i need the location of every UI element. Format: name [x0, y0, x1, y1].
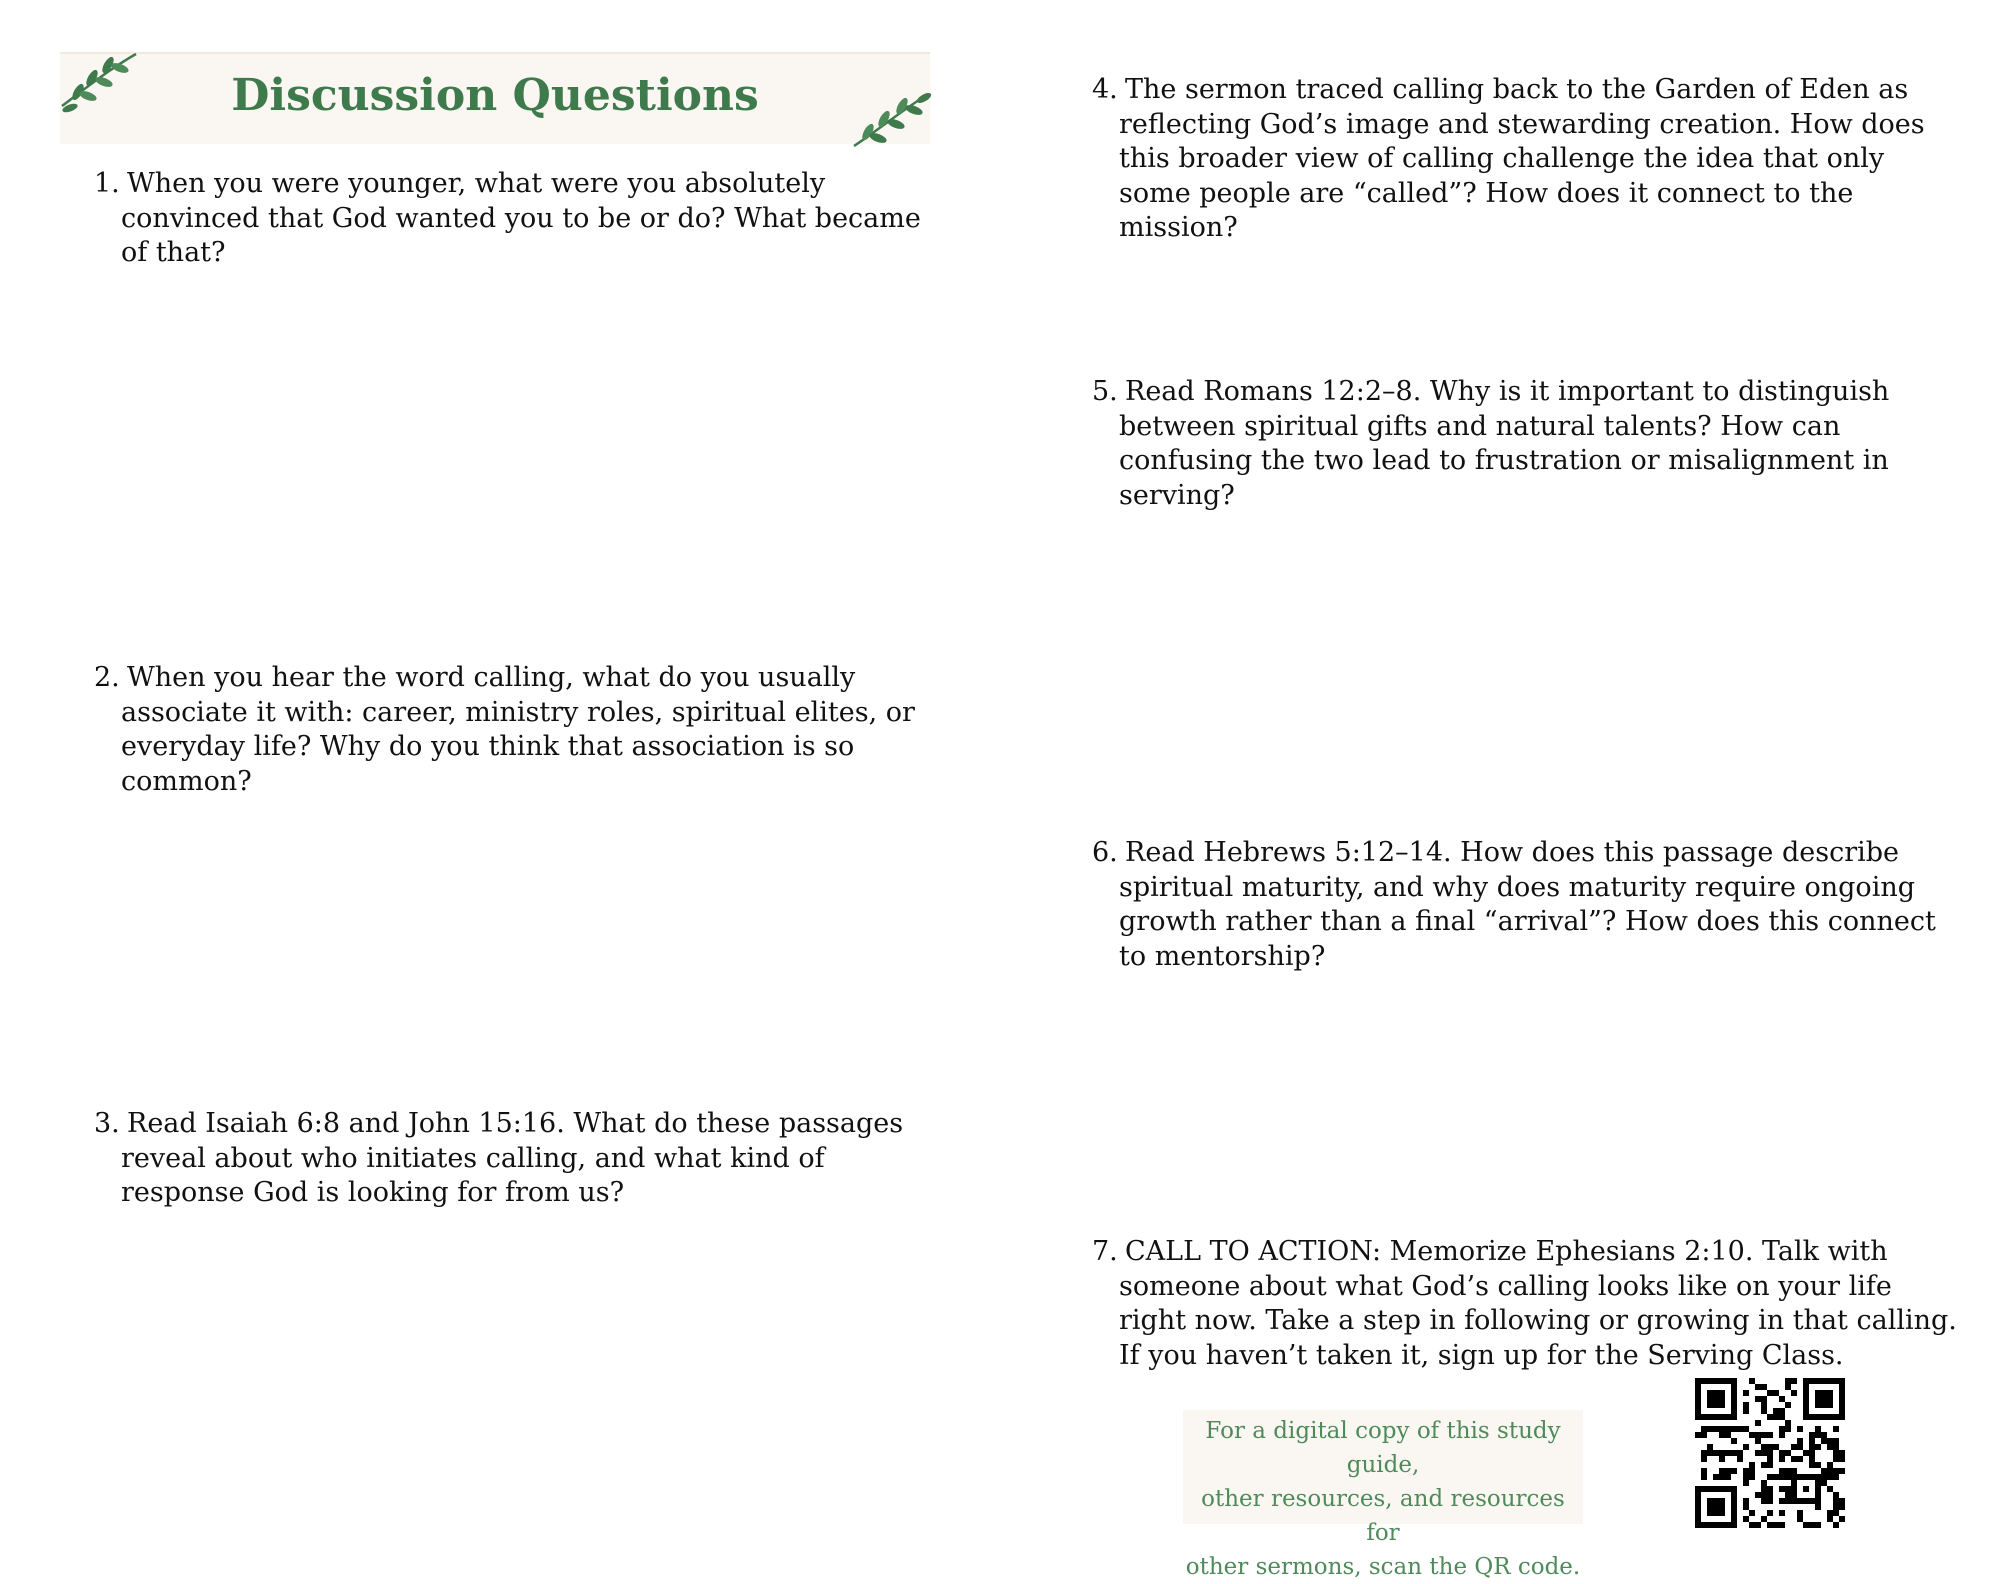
question-2: 2. When you hear the word calling, what do you usually associate it with: career, ministry roles, spiritual elites, or everyday life? Why do you think that association is so common?	[94, 662, 915, 797]
footer-line: other resources, and resources for	[1201, 1486, 1565, 1546]
footer-note	[1183, 1410, 1583, 1580]
footer-line: other sermons, scan the QR code.	[1185, 1554, 1581, 1580]
footer-line: For a digital copy of this study guide,	[1205, 1418, 1561, 1478]
page-title: Discussion Questions	[231, 70, 759, 121]
olive-branch-icon	[850, 86, 932, 152]
question-6: 6. Read Hebrews 5:12–14. How does this passage describe spiritual maturity, and why does maturity require ongoing growth rather than a final “arrival”? How does this connect to mentorship?	[1092, 837, 1936, 972]
question-7: 7. CALL TO ACTION: Memorize Ephesians 2:10. Talk with someone about what God’s calling looks like on your life right now. Take a step in following or growing in that calling. If you haven’t taken it, sign up for the Serving Class.	[1092, 1236, 1957, 1371]
question-1: 1. When you were younger, what were you absolutely convinced that God wanted you to be or do? What became of that?	[94, 168, 921, 268]
header-band	[60, 52, 930, 144]
question-4: 4. The sermon traced calling back to the Garden of Eden as reflecting God’s image and stewarding creation. How does this broader view of calling challenge the idea that only some people are “called”? How does it connect to the mission?	[1092, 74, 1925, 243]
qr-code-icon[interactable]	[1695, 1378, 1845, 1528]
question-3: 3. Read Isaiah 6:8 and John 15:16. What do these passages reveal about who initiates calling, and what kind of response God is looking for from us?	[94, 1108, 904, 1208]
question-5: 5. Read Romans 12:2–8. Why is it important to distinguish between spiritual gifts and natural talents? How can confusing the two lead to frustration or misalignment in serving?	[1092, 376, 1890, 511]
